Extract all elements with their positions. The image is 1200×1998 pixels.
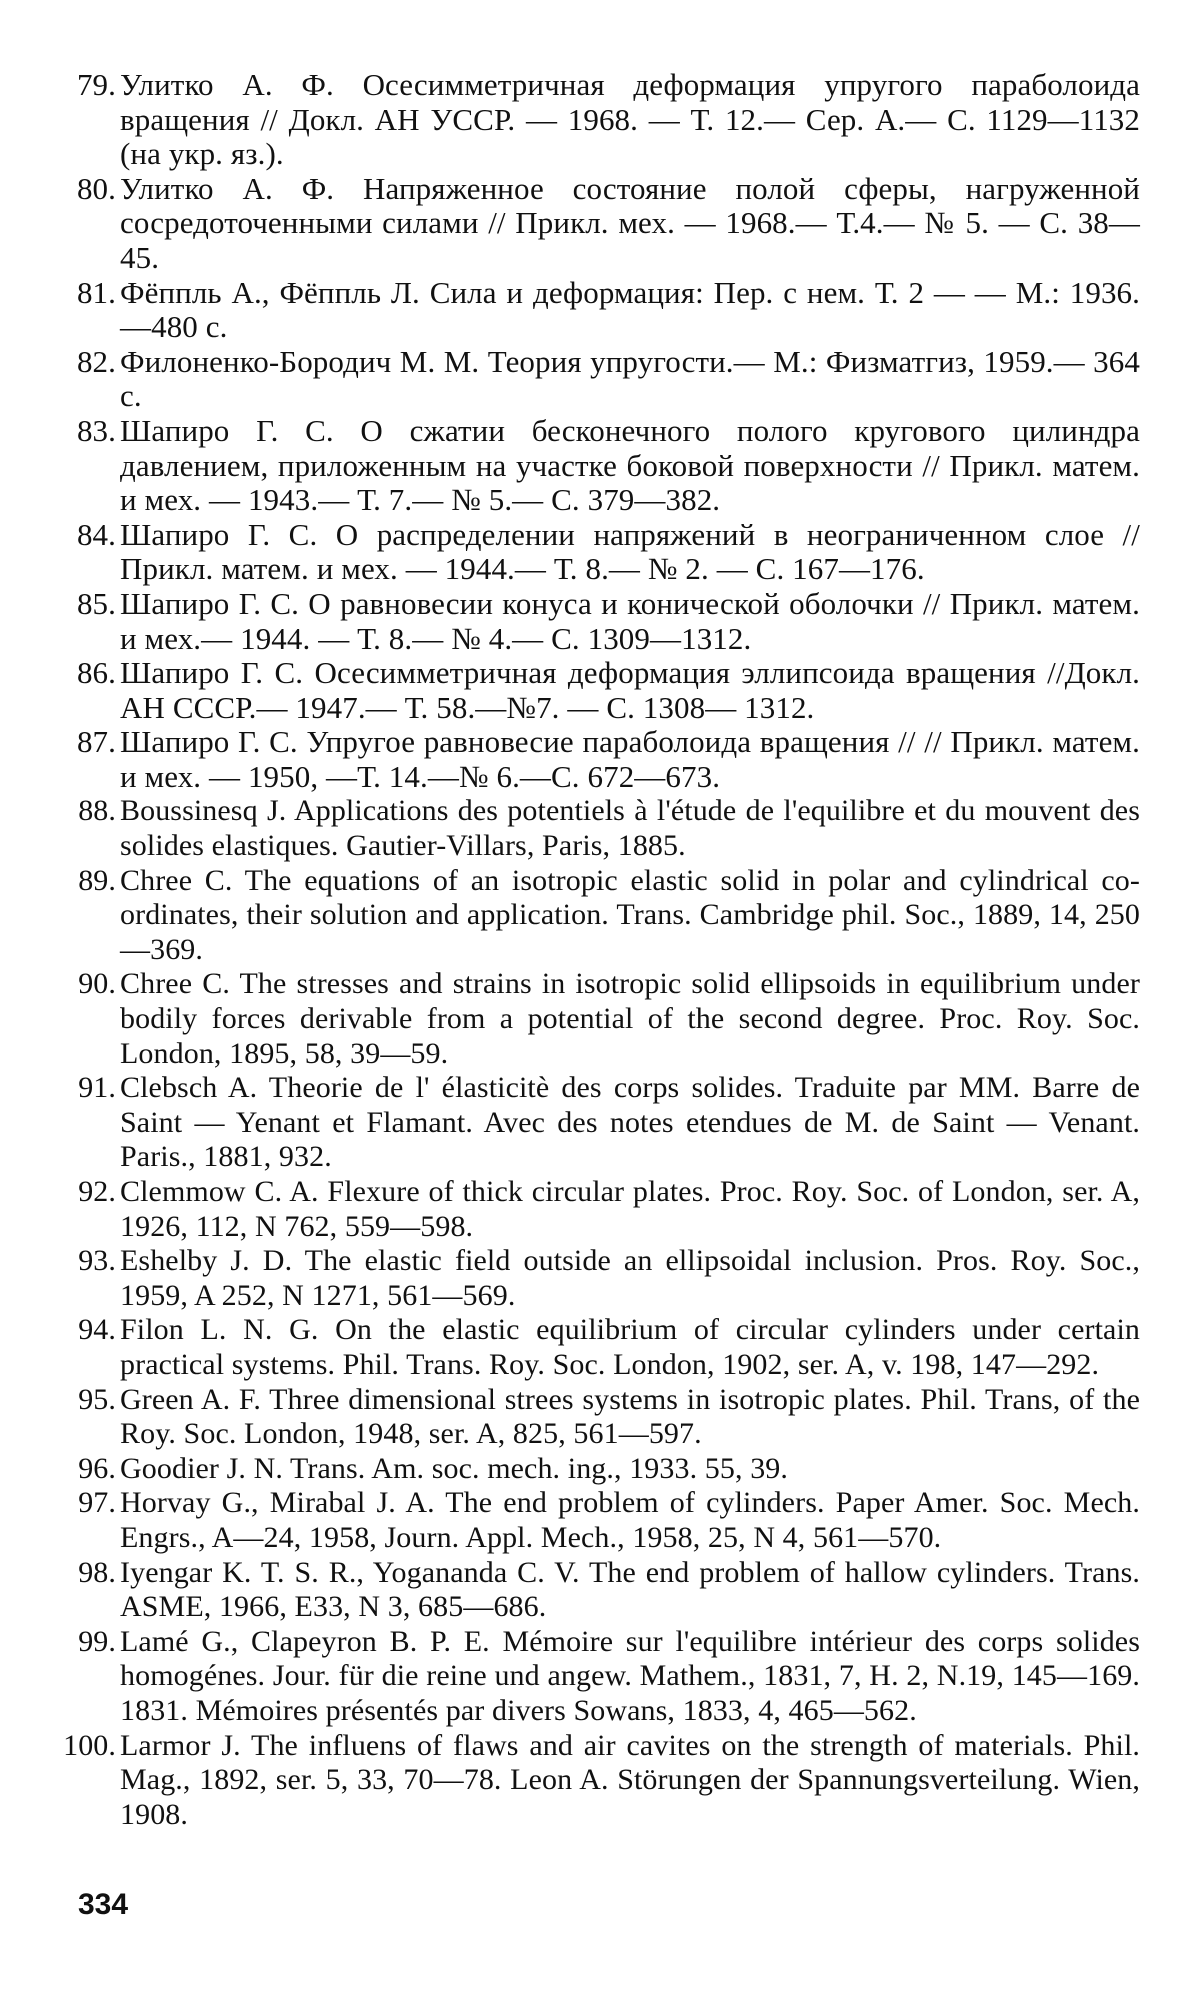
reference-text: Eshelby J. D. The elastic field outside an ellipsoidal inclusion. Pros. Roy. Soc., 1959, A 252, N 1271, 561—569.: [120, 1244, 1140, 1312]
reference-text: Шапиро Г. С. О равновесии конуса и конической оболочки // Прикл. матем. и мех.— 1944. — Т. 8.— № 4.— С. 1309—1312.: [120, 585, 1140, 656]
reference-item: [40, 414, 1140, 518]
reference-text: Филоненко-Бородич М. М. Теория упругости.— М.: Физматгиз, 1959.— 364 с.: [120, 343, 1140, 414]
reference-text: Chree C. The stresses and strains in isotropic solid ellipsoids in equilibrium under bodily forces derivable from a potential of the second degree. Proc. Roy. Soc. London, 1895, 58, 39—59.: [120, 967, 1140, 1070]
reference-number: 87.: [76, 724, 116, 760]
reference-item: [40, 1244, 1140, 1313]
reference-item: [40, 587, 1140, 656]
reference-number: 99.: [78, 1624, 116, 1658]
reference-text: Фёппль А., Фёппль Л. Сила и деформация: Пер. с нем. Т. 2 — — М.: 1936. —480 с.: [120, 274, 1140, 345]
page-number: 334: [78, 1888, 129, 1921]
reference-item: [40, 68, 1140, 172]
reference-text: Шапиро Г. С. О распределении напряжений в неограниченном слое // Прикл. матем. и мех. — 1944.— Т. 8.— № 2. — С. 167—176.: [120, 516, 1140, 587]
reference-number: 79.: [76, 67, 116, 102]
reference-text: Larmor J. The influens of flaws and air cavites on the strength of materials. Phil. Mag., 1892, ser. 5, 33, 70—78. Leon A. Störungen der Spannungsverteilung. Wien, 1908.: [120, 1728, 1140, 1831]
reference-number: 91.: [78, 1071, 116, 1105]
reference-number: 92.: [78, 1175, 116, 1208]
reference-number: 88.: [78, 794, 116, 828]
reference-item: [40, 1071, 1140, 1175]
reference-text: Шапиро Г. С. Упругое равновесие параболоида вращения // // Прикл. матем. и мех. — 1950, —Т. 14.—№ 6.—С. 672—673.: [120, 724, 1140, 794]
reference-item: [40, 967, 1140, 1071]
reference-item: [40, 276, 1140, 345]
reference-item: [40, 656, 1140, 725]
reference-item: [40, 1486, 1140, 1555]
reference-text: Iyengar K. T. S. R., Yogananda C. V. The end problem of hallow cylinders. Trans. ASME, 1966, E33, N 3, 685—686.: [120, 1555, 1140, 1624]
reference-text: Boussinesq J. Applications des potentiels à l'étude de l'equilibre et du mouvent des solides elastiques. Gautier-Villars, Paris, 1885.: [120, 794, 1140, 863]
reference-item: [40, 1383, 1140, 1452]
reference-list: [40, 68, 1140, 1832]
reference-text: Улитко А. Ф. Осесимметричная деформация упругого параболоида вращения // Докл. АН УССР. — 1968. — Т. 12.— Сер. А.— С. 1129—1132 (на укр. яз.).: [120, 67, 1140, 172]
reference-text: Lamé G., Clapeyron B. P. E. Mémoire sur l'equilibre intérieur des corps solides homogénes. Jour. für die reine und angew. Mathem., 1831, 7, H. 2, N.19, 145—169. 1831. Mémoires présentés par divers Sowans, 1833, 4, 465—562.: [120, 1624, 1140, 1727]
reference-text: Clebsch A. Theorie de l' élasticitè des corps solides. Traduite par MM. Barre de Saint — Yenant et Flamant. Avec des notes etendues de M. de Saint — Venant. Paris., 1881, 932.: [120, 1071, 1140, 1174]
reference-item: [40, 725, 1140, 794]
reference-number: 81.: [76, 274, 116, 310]
reference-number: 94.: [78, 1313, 116, 1347]
reference-item: [40, 518, 1140, 587]
reference-number: 80.: [76, 170, 116, 206]
reference-text: Horvay G., Mirabal J. A. The end problem of cylinders. Paper Amer. Soc. Mech. Engrs., A—24, 1958, Journ. Appl. Mech., 1958, 25, N 4, 561—570.: [120, 1486, 1140, 1554]
reference-item: [40, 1625, 1140, 1729]
reference-item: [40, 864, 1140, 968]
reference-item: [40, 1175, 1140, 1244]
reference-item: [40, 172, 1140, 276]
reference-number: 82.: [76, 343, 116, 379]
reference-item: [40, 1556, 1140, 1625]
reference-text: Filon L. N. G. On the elastic equilibrium of circular cylinders under certain practical systems. Phil. Trans. Roy. Soc. London, 1902, ser. A, v. 198, 147—292.: [120, 1313, 1140, 1381]
reference-text: Green A. F. Three dimensional strees systems in isotropic plates. Phil. Trans, of the Roy. Soc. London, 1948, ser. A, 825, 561—597.: [120, 1382, 1140, 1451]
reference-number: 98.: [78, 1555, 116, 1589]
reference-text: Улитко А. Ф. Напряженное состояние полой сферы, нагруженной сосредоточенными силами // Прикл. мех. — 1968.— Т.4.— № 5. — С. 38—45.: [120, 170, 1140, 275]
reference-text: Goodier J. N. Trans. Am. soc. mech. ing., 1933. 55, 39.: [120, 1451, 788, 1485]
reference-text: Chree C. The equations of an isotropic elastic solid in polar and cylindrical co-ordinates, their solution and application. Trans. Cambridge phil. Soc., 1889, 14, 250—369.: [120, 863, 1140, 966]
reference-text: Шапиро Г. С. О сжатии бесконечного полого кругового цилиндра давлением, приложенным на участке боковой поверхности // Прикл. матем. и мех. — 1943.— Т. 7.— № 5.— С. 379—382.: [120, 412, 1140, 518]
reference-item: [40, 345, 1140, 414]
reference-number: 97.: [78, 1486, 116, 1520]
reference-text: Шапиро Г. С. Осесимметричная деформация эллипсоида вращения //Докл. АН СССР.— 1947.— Т. 58.—№7. — С. 1308— 1312.: [120, 655, 1140, 725]
reference-number: 89.: [78, 863, 116, 897]
reference-number: 96.: [78, 1451, 116, 1485]
reference-number: 86.: [76, 655, 116, 691]
reference-item: [40, 1452, 1140, 1487]
reference-number: 85.: [76, 585, 116, 621]
reference-text: Clemmow C. A. Flexure of thick circular plates. Proc. Roy. Soc. of London, ser. A, 1926, 112, N 762, 559—598.: [120, 1175, 1140, 1243]
reference-item: [40, 794, 1140, 863]
reference-number: 95.: [78, 1382, 116, 1416]
reference-item: [40, 1313, 1140, 1382]
reference-number: 100.: [63, 1728, 116, 1762]
reference-number: 90.: [78, 967, 116, 1001]
reference-number: 93.: [78, 1244, 116, 1278]
reference-number: 84.: [76, 516, 116, 552]
reference-item: [40, 1729, 1140, 1833]
reference-number: 83.: [76, 412, 116, 448]
